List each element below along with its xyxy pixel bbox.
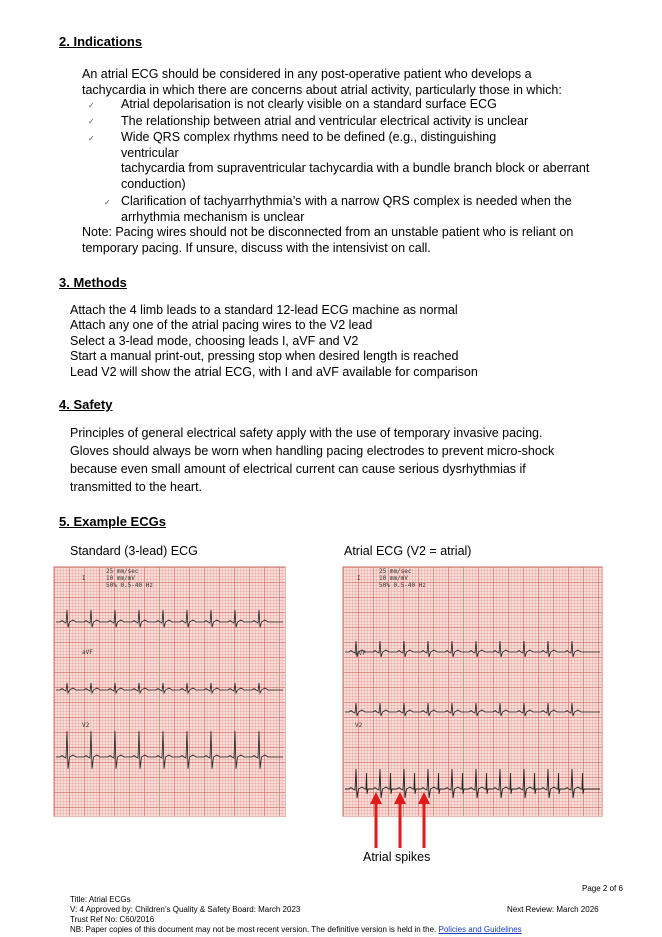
- check-bullet-icon: ✓: [88, 117, 95, 126]
- indication-bullet: [121, 130, 626, 192]
- atrial-spike-arrows: [360, 790, 440, 850]
- standard-ecg-trace: [54, 567, 285, 816]
- method-step: Start a manual print-out, pressing stop when desired length is reached: [70, 349, 459, 363]
- check-bullet-icon: ✓: [88, 134, 95, 143]
- method-step: Attach the 4 limb leads to a standard 12-lead ECG machine as normal: [70, 303, 458, 317]
- footer-nb-text: NB: Paper copies of this document may not be most recent version. The definitive version is held in the.: [70, 925, 437, 934]
- lead-avf-label: aVF: [355, 650, 366, 657]
- arrow-icon: [418, 792, 430, 848]
- indication-bullet-line: arrhythmia mechanism is unclear: [121, 209, 305, 224]
- indication-bullet: The relationship between atrial and ventricular electrical activity is unclear: [121, 114, 529, 128]
- indication-bullet: [121, 194, 626, 225]
- footer-trust-ref: Trust Ref No: C60/2016: [70, 915, 155, 924]
- lead-i-trace: [345, 641, 600, 657]
- safety-line: Gloves should always be worn when handling pacing electrodes to prevent micro-shock: [70, 444, 555, 458]
- safety-line: transmitted to the heart.: [70, 480, 203, 494]
- ecg-filter-label: 50% 0.5-40 Hz: [379, 582, 426, 589]
- lead-avf-trace: [56, 683, 283, 693]
- lead-i-label: I: [357, 575, 361, 582]
- ecg-speed-label: 25 mm/sec: [379, 568, 412, 575]
- check-bullet-icon: ✓: [104, 198, 111, 207]
- safety-heading: 4. Safety: [59, 397, 113, 412]
- lead-i-trace: [56, 610, 283, 627]
- methods-heading: 3. Methods: [59, 275, 127, 290]
- examples-heading: 5. Example ECGs: [59, 514, 166, 529]
- arrow-icon: [394, 792, 406, 848]
- footer-next-review: Next Review: March 2026: [507, 905, 599, 914]
- footer-version: V: 4 Approved by: Children’s Quality & Safety Board: March 2023: [70, 905, 301, 914]
- indication-bullet: Atrial depolarisation is not clearly visible on a standard surface ECG: [121, 97, 497, 111]
- ecg-filter-label: 50% 0.5-40 Hz: [106, 582, 153, 589]
- lead-avf-label: aVF: [82, 649, 93, 656]
- footer-title: Title: Atrial ECGs: [70, 895, 131, 904]
- standard-ecg-image: [53, 566, 286, 817]
- indications-intro-line: An atrial ECG should be considered in any post-operative patient who develops a: [82, 67, 532, 81]
- lead-avf-trace: [345, 703, 600, 716]
- indications-intro-line: tachycardia in which there are concerns about atrial activity, particularly those in which:: [82, 82, 562, 97]
- ecg-speed-label: 25 mm/sec: [106, 568, 139, 575]
- left-ecg-caption: Standard (3-lead) ECG: [70, 544, 198, 558]
- atrial-ecg-image: [342, 566, 603, 817]
- lead-i-label: I: [82, 575, 86, 582]
- check-bullet-icon: ✓: [88, 101, 95, 110]
- footer-nb: [70, 925, 522, 935]
- indication-bullet-line: ventricular: [121, 145, 179, 160]
- right-ecg-caption: Atrial ECG (V2 = atrial): [344, 544, 472, 558]
- method-step: Lead V2 will show the atrial ECG, with I and aVF available for comparison: [70, 365, 478, 379]
- indications-heading: 2. Indications: [59, 34, 143, 49]
- method-step: Select a 3-lead mode, choosing leads I, aVF and V2: [70, 334, 359, 348]
- ecg-gain-label: 10 mm/mV: [106, 575, 135, 582]
- page-number: Page 2 of 6: [582, 884, 623, 893]
- indication-bullet-line: tachycardia from supraventricular tachycardia with a bundle branch block or aberrant: [121, 161, 590, 175]
- lead-v2-label: V2: [355, 722, 363, 729]
- ecg-gain-label: 10 mm/mV: [379, 575, 408, 582]
- lead-v2-label: V2: [82, 722, 90, 729]
- safety-line: Principles of general electrical safety apply with the use of temporary invasive pacing.: [70, 426, 543, 440]
- indications-note: [82, 225, 573, 256]
- note-line: temporary pacing. If unsure, discuss with the intensivist on call.: [82, 240, 431, 255]
- indications-intro: [82, 67, 562, 98]
- method-step: Attach any one of the atrial pacing wires to the V2 lead: [70, 318, 373, 332]
- lead-v2-trace: [56, 731, 283, 769]
- indication-bullet-line: Clarification of tachyarrhythmia’s with a narrow QRS complex is needed when the: [121, 194, 572, 208]
- indication-bullet-line: conduction): [121, 176, 186, 191]
- indication-bullet-line: Wide QRS complex rhythms need to be defined (e.g., distinguishing: [121, 130, 497, 144]
- atrial-ecg-trace: [343, 567, 602, 816]
- policies-guidelines-link[interactable]: Policies and Guidelines: [438, 925, 522, 934]
- atrial-spikes-label: Atrial spikes: [363, 850, 431, 864]
- safety-line: because even small amount of electrical current can cause serious dysrhythmias if: [70, 462, 526, 476]
- safety-paragraph: [70, 424, 554, 496]
- arrow-icon: [370, 792, 382, 848]
- note-line: Note: Pacing wires should not be disconnected from an unstable patient who is reliant on: [82, 225, 574, 239]
